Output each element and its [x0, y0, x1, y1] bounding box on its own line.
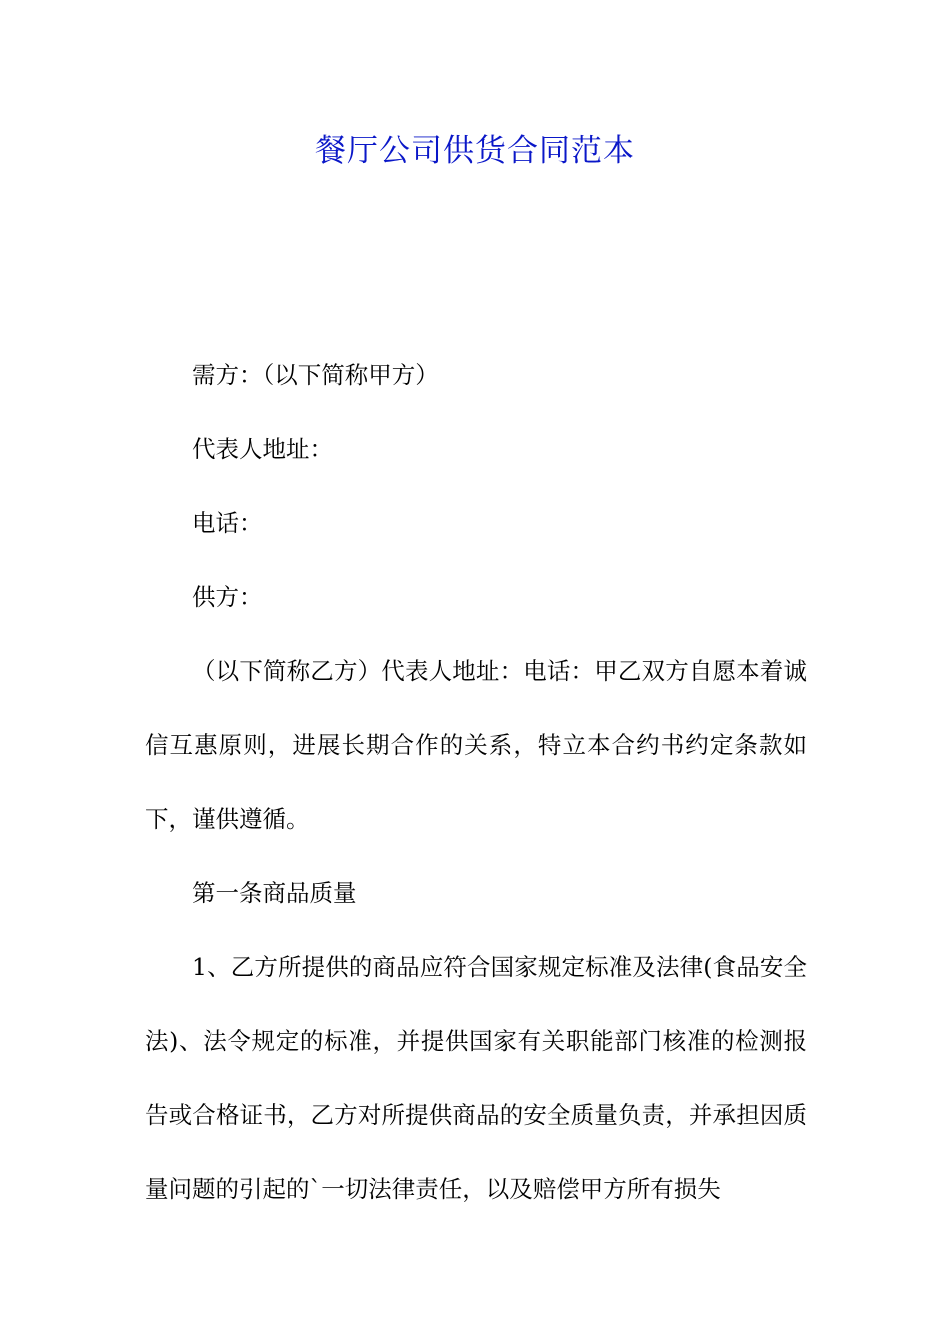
- intro-paragraph: （以下简称乙方）代表人地址：电话：甲乙双方自愿本着诚信互惠原则，进展长期合作的关系，特立本合约书约定条款如下，谨供遵循。: [145, 657, 807, 833]
- document-title: 餐厅公司供货合同范本: [315, 133, 635, 169]
- phone-line: 电话：: [192, 509, 263, 537]
- document-body: [145, 338, 807, 1226]
- representative-address-line: 代表人地址：: [192, 435, 333, 463]
- party-a-line: 需方：（以下简称甲方）: [192, 361, 439, 389]
- party-b-line: 供方：: [192, 583, 263, 611]
- article-one-heading: 第一条商品质量: [192, 879, 357, 907]
- article-one-clause-1: 1、乙方所提供的商品应符合国家规定标准及法律(食品安全法)、法令规定的标准，并提供国家有关职能部门核准的检测报告或合格证书，乙方对所提供商品的安全质量负责，并承担因质量问题的引起的`一切法律责任，以及赔偿甲方所有损失: [145, 953, 807, 1203]
